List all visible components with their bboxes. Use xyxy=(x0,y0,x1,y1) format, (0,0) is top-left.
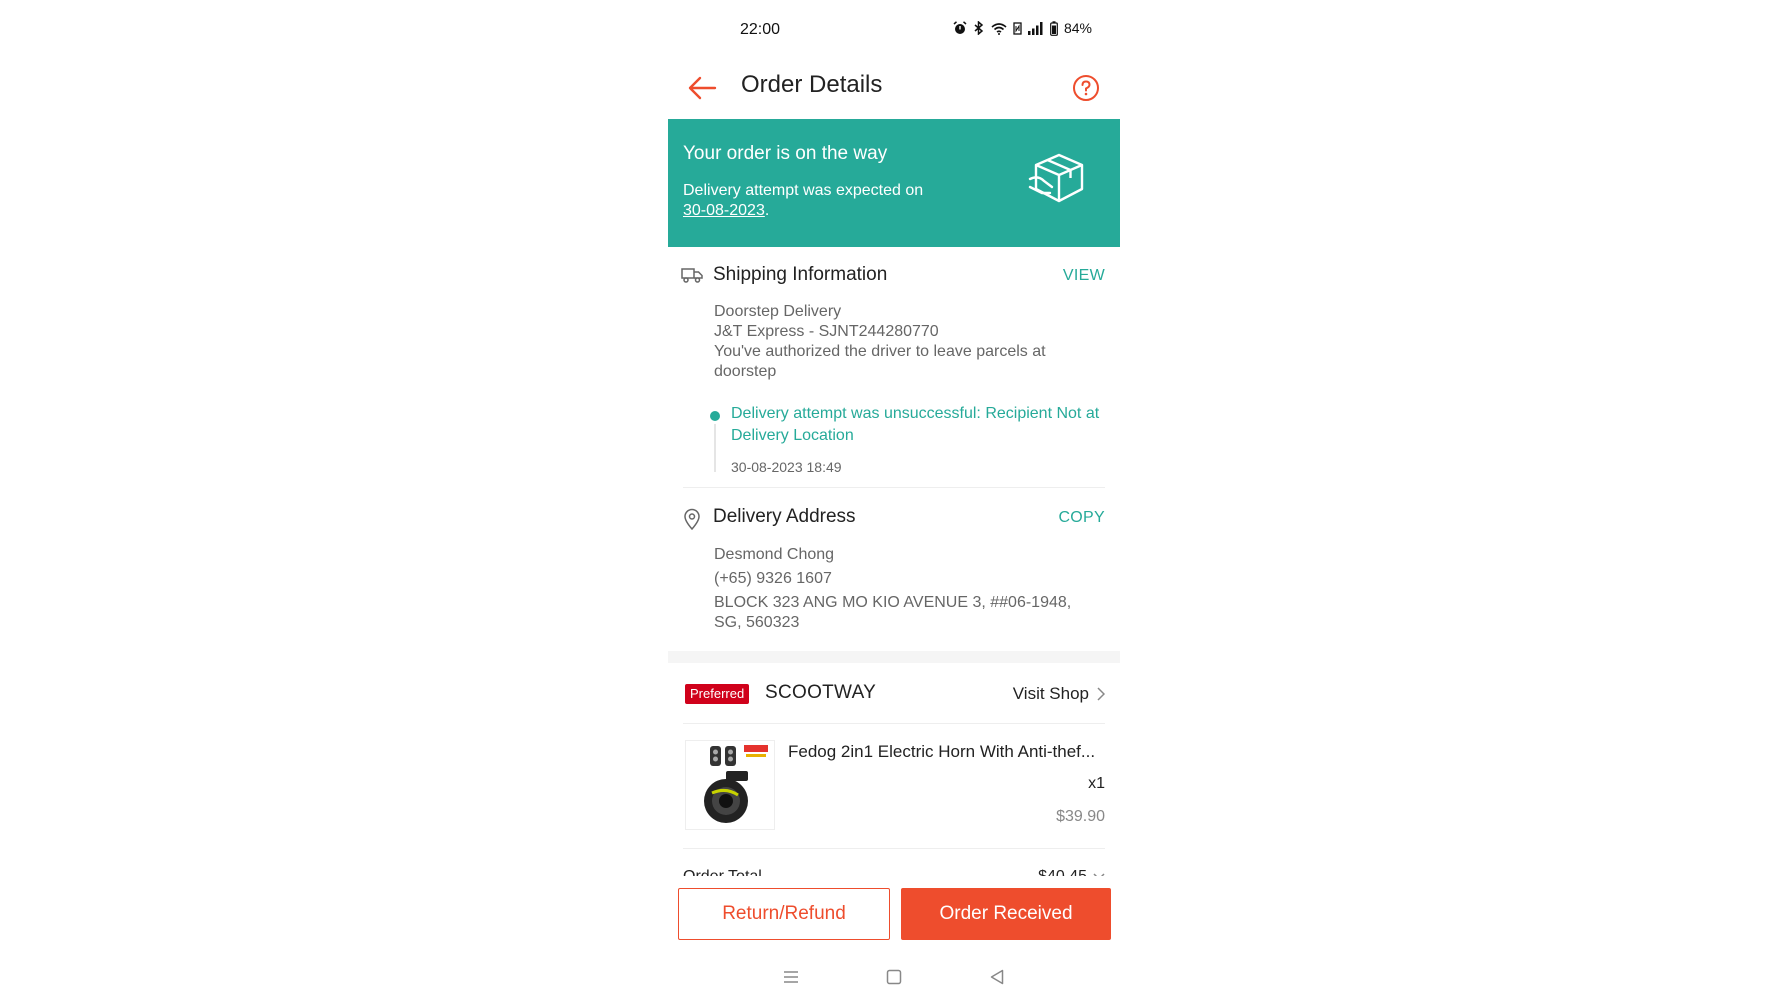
question-circle-icon xyxy=(1072,74,1100,102)
signal-icon xyxy=(1028,22,1044,35)
recipient-name: Desmond Chong xyxy=(714,546,835,563)
divider xyxy=(683,487,1105,488)
shop-name: SCOOTWAY xyxy=(765,682,877,703)
battery-icon xyxy=(1050,21,1058,36)
product-name[interactable]: Fedog 2in1 Electric Horn With Anti-thef... xyxy=(788,742,1096,761)
delivery-address-title: Delivery Address xyxy=(713,506,856,527)
recipient-phone: (+65) 9326 1607 xyxy=(714,570,832,587)
package-box-icon xyxy=(1028,151,1090,214)
delivery-address-header xyxy=(668,500,1120,536)
banner-subtitle-prefix: Delivery attempt was expected on xyxy=(683,182,924,199)
bottom-action-bar xyxy=(668,876,1120,946)
status-time: 22:00 xyxy=(740,21,781,38)
view-shipping-button[interactable]: VIEW xyxy=(1062,267,1105,284)
visit-shop-label: Visit Shop xyxy=(1012,684,1089,703)
shipping-note-line2: doorstep xyxy=(714,363,777,380)
banner-date-link[interactable]: 30-08-2023 xyxy=(683,202,765,219)
divider xyxy=(683,848,1105,849)
bluetooth-icon xyxy=(973,21,985,35)
divider xyxy=(683,723,1105,724)
wifi-icon xyxy=(991,22,1007,35)
triangle-back-icon xyxy=(990,969,1004,985)
timeline-dot xyxy=(710,411,720,421)
shop-row xyxy=(668,670,1120,716)
copy-address-button[interactable]: COPY xyxy=(1058,509,1105,526)
home-button[interactable] xyxy=(879,965,909,989)
header xyxy=(668,58,1120,118)
address-line2: SG, 560323 xyxy=(714,614,800,631)
recent-apps-button[interactable] xyxy=(776,965,806,989)
banner-suffix: . xyxy=(764,202,770,219)
alarm-icon xyxy=(953,21,967,35)
back-button[interactable] xyxy=(682,68,722,108)
battery-percent: 84% xyxy=(1063,20,1092,36)
address-line1: BLOCK 323 ANG MO KIO AVENUE 3, ##06-1948, xyxy=(714,594,1072,611)
page-title: Order Details xyxy=(741,71,883,98)
shipping-info-header xyxy=(668,258,1120,294)
menu-lines-icon xyxy=(783,970,799,984)
nfc-icon xyxy=(1013,22,1022,35)
shipping-method: Doorstep Delivery xyxy=(714,303,842,320)
truck-icon xyxy=(681,266,703,284)
banner-subtitle xyxy=(683,181,923,221)
courier-tracking: J&T Express - SJNT244280770 xyxy=(714,323,939,340)
section-gap xyxy=(668,651,1120,663)
location-pin-icon xyxy=(681,508,703,530)
square-home-icon xyxy=(886,969,902,985)
timeline-line xyxy=(714,424,716,472)
status-icons xyxy=(953,20,1092,36)
chevron-right-icon xyxy=(1097,687,1105,701)
status-bar xyxy=(668,0,1120,58)
product-image[interactable] xyxy=(685,740,775,830)
order-status-banner xyxy=(668,119,1120,247)
phone-screen xyxy=(668,0,1120,1000)
shipping-note-line1: You've authorized the driver to leave parcels at xyxy=(714,343,1046,360)
preferred-badge: Preferred xyxy=(685,684,749,704)
visit-shop-button[interactable] xyxy=(1013,684,1105,704)
return-refund-button[interactable]: Return/Refund xyxy=(678,888,890,940)
banner-title: Your order is on the way xyxy=(683,143,888,164)
timeline-status: Delivery attempt was unsuccessful: Recipient Not at Delivery Location xyxy=(731,405,1100,444)
system-nav-bar xyxy=(668,955,1120,1000)
product-quantity: x1 xyxy=(1088,775,1105,792)
shipping-info-title: Shipping Information xyxy=(713,264,888,285)
order-received-button[interactable]: Order Received xyxy=(901,888,1111,940)
help-button[interactable] xyxy=(1066,68,1106,108)
product-price: $39.90 xyxy=(1056,808,1105,825)
arrow-left-icon xyxy=(687,76,717,100)
timeline-time: 30-08-2023 18:49 xyxy=(731,459,842,475)
system-back-button[interactable] xyxy=(982,965,1012,989)
